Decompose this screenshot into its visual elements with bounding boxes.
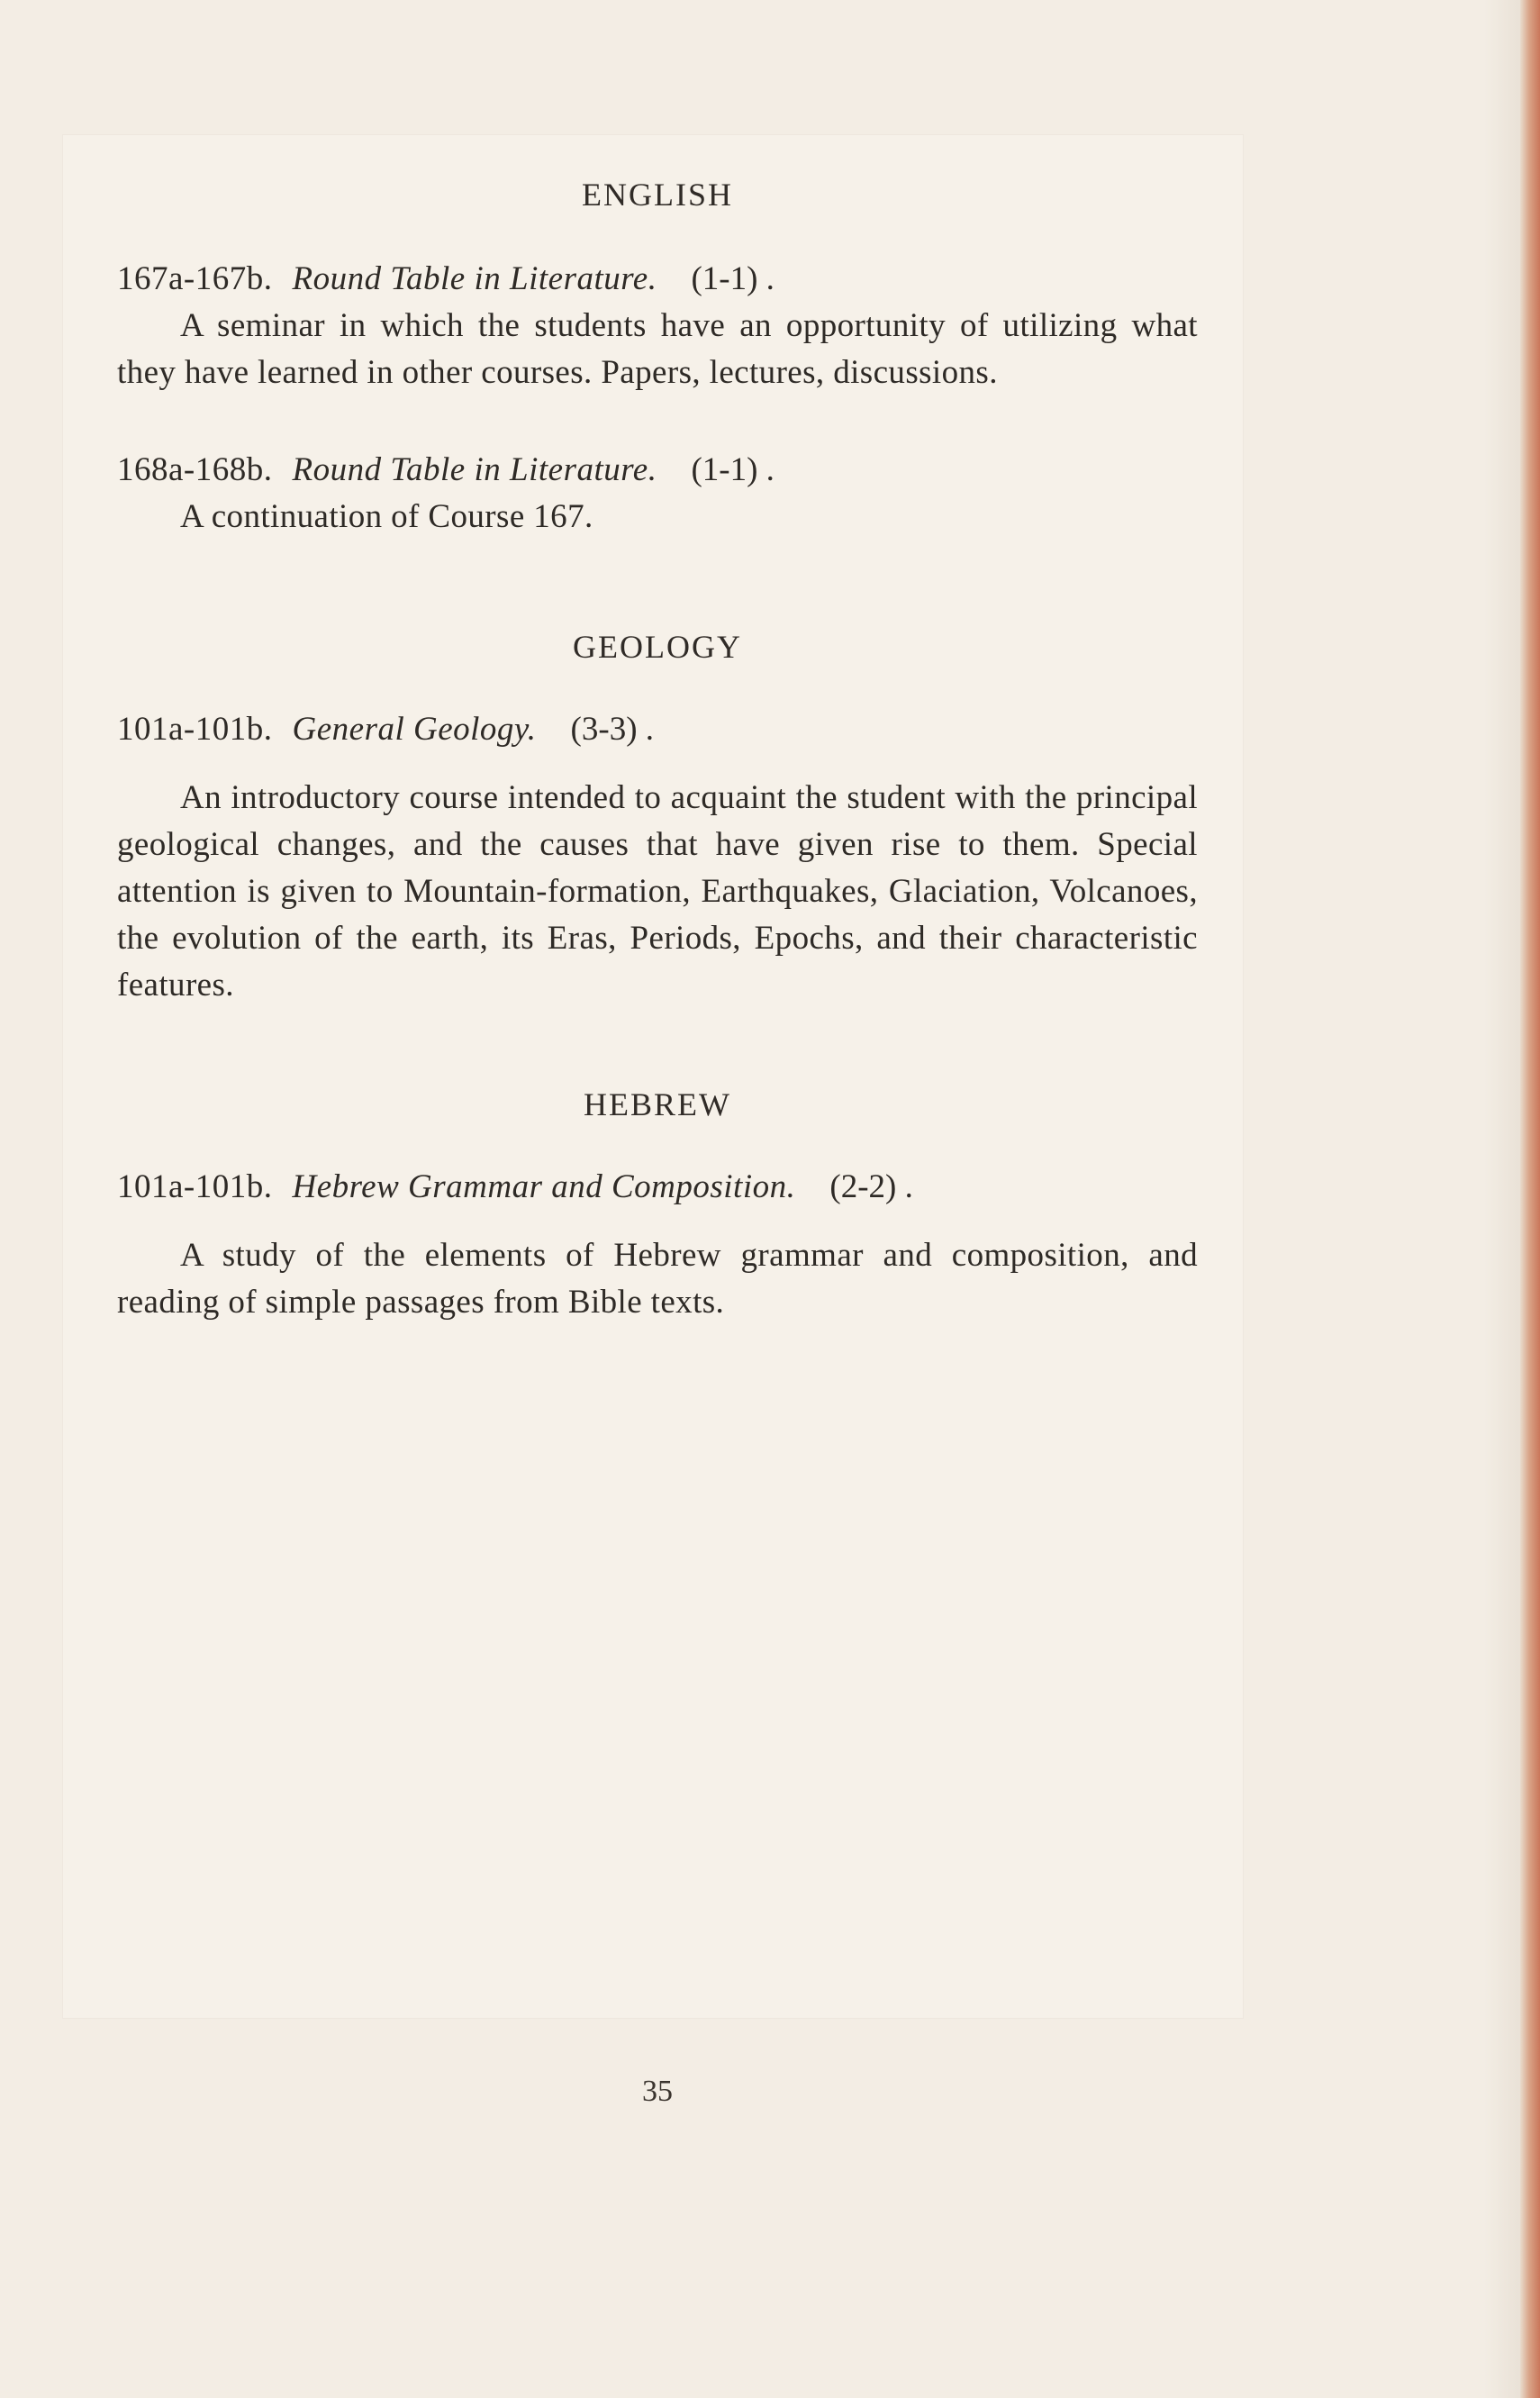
course-hebrew-101 [117, 1164, 1198, 1326]
course-description: A continuation of Course 167. [180, 498, 593, 535]
course-header [117, 1164, 1198, 1211]
course-credits: (1-1) . [691, 451, 775, 488]
page-content [117, 171, 1198, 1326]
section-heading-geology: GEOLOGY [573, 629, 742, 665]
course-title: Round Table in Literature. [292, 260, 657, 297]
course-credits: (3-3) . [570, 711, 655, 748]
course-number: 168a-168b. [117, 451, 273, 488]
course-number: 101a-101b. [117, 1168, 273, 1205]
section-heading-english: ENGLISH [582, 177, 733, 213]
course-number: 101a-101b. [117, 711, 273, 748]
page-shadow [1484, 0, 1520, 2398]
course-english-167 [117, 256, 1198, 396]
course-header [117, 706, 1198, 753]
course-title: Round Table in Literature. [292, 451, 657, 488]
course-credits: (2-2) . [829, 1168, 913, 1205]
page-number: 35 [642, 2075, 673, 2108]
course-credits: (1-1) . [691, 260, 775, 297]
course-title: General Geology. [292, 711, 537, 748]
course-description: A seminar in which the students have an opportunity of utilizing what they have learned in other courses. Papers, lectures, discussions. [117, 307, 1198, 391]
page-edge [1520, 0, 1540, 2398]
course-header [117, 256, 1198, 303]
course-description: A study of the elements of Hebrew grammar and composition, and reading of simple passages from Bible texts. [117, 1237, 1198, 1321]
course-header [117, 447, 1198, 494]
course-number: 167a-167b. [117, 260, 273, 297]
course-english-168 [117, 447, 1198, 540]
course-description: An introductory course intended to acquaint the student with the principal geological changes, and the causes that have given rise to them. Special attention is given to Mountain-formation, Earthquakes, Glaciation, Volcanoes, the evolution of the earth, its Eras, Periods, Epochs, and their characteristic features. [117, 779, 1198, 1004]
course-geology-101 [117, 706, 1198, 1009]
section-heading-hebrew: HEBREW [584, 1086, 731, 1122]
course-title: Hebrew Grammar and Composition. [292, 1168, 796, 1205]
